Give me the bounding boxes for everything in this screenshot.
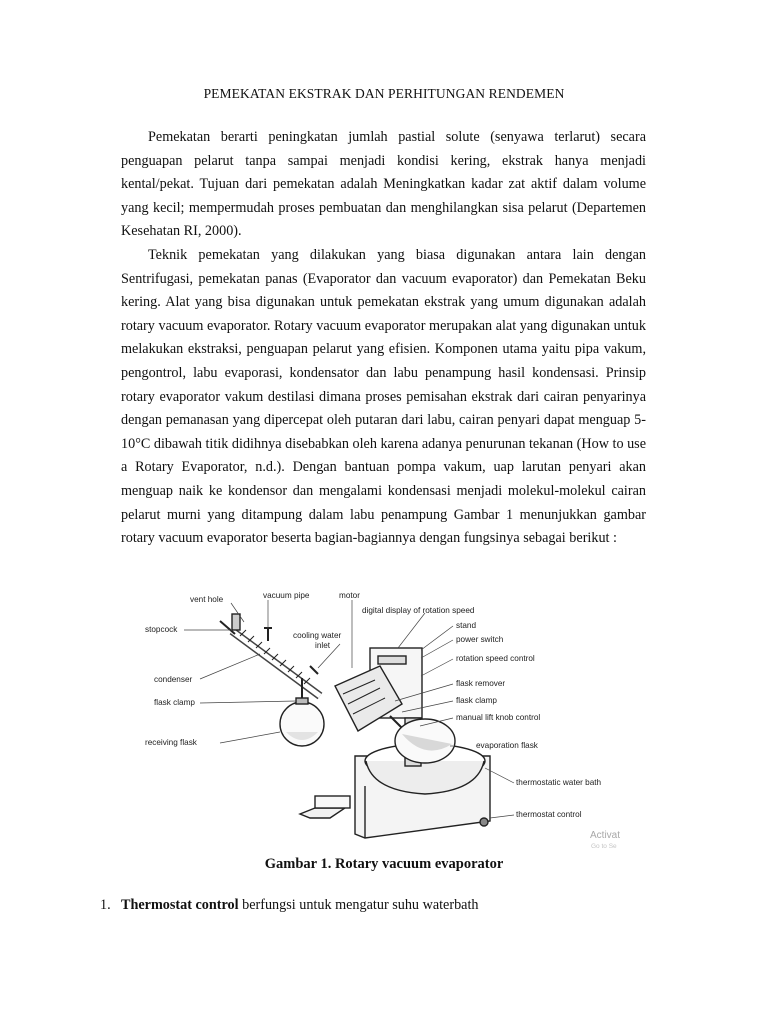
document-title: PEMEKATAN EKSTRAK DAN PERHITUNGAN RENDEMEN	[203, 86, 565, 101]
label-cooling-water-2: inlet	[315, 641, 331, 650]
label-stand: stand	[456, 621, 477, 630]
label-flask-remover: flask remover	[456, 679, 506, 688]
watermark-text: Activat	[590, 830, 621, 841]
label-evaporation-flask: evaporation flask	[476, 741, 538, 750]
list-item-number: 1.	[100, 897, 111, 913]
label-receiving-flask: receiving flask	[145, 738, 197, 747]
label-power-switch: power switch	[456, 635, 504, 644]
label-thermostatic-bath: thermostatic water bath	[516, 778, 602, 787]
paragraph-1: Pemekatan berarti peningkatan jumlah pastial solute (senyawa terlarut) secara penguapan pelarut tanpa sampai menjadi kondisi kering, ekstrak hanya menjadi kental/pekat. Tujuan dari pemekatan adalah Meningkatkan kadar zat aktif dalam volume yang kecil; mempermudah proses pembuatan dan menghilangkan sisa pelarut (Departemen Kesehatan RI, 2000).	[121, 129, 646, 240]
paragraph-2: Teknik pemekatan yang dilakukan yang biasa digunakan antara lain dengan Sentrifugasi, pemekatan panas (Evaporator dan vacuum evaporator) dan Pemekatan Beku kering. Alat yang bisa digunakan untuk pemekatan ekstrak yang umum digunakan adalah rotary vacuum evaporator. Rotary vacuum evaporator merupakan alat yang digunakan untuk melakukan ekstraksi, penguapan pelarut yang efisien. Komponen utama yaitu pipa vakum, pengontrol, labu evaporasi, kondensator dan labu penampung hasil kondensasi. Prinsip rotary evaporator vakum destilasi dimana proses pemisahan ekstrak dari cairan penyarinya dengan pemanasan yang dipercepat oleh putaran dari labu, cairan penyari dapat menguap 5-10°C dibawah titik didihnya disebabkan oleh karena adanya penurunan tekanan (How to use a Rotary Evaporator, n.d.). Dengan bantuan pompa vakum, uap larutan penyari akan menguap naik ke kondensor dan mengalami kondensasi menjadi molekul-molekul cairan pelarut murni yang ditampung dalam labu penampung Gambar 1 menunjukkan gambar rotary vacuum evaporator beserta bagian-bagiannya dengan fungsinya sebagai berikut :	[121, 246, 646, 547]
label-vent-hole: vent hole	[190, 595, 224, 604]
rotary-evaporator-figure	[140, 586, 630, 854]
label-motor: motor	[339, 591, 360, 600]
numbered-list	[100, 897, 479, 914]
list-item-term: Thermostat control	[121, 897, 239, 913]
watermark-subtext: Go to Se	[591, 843, 617, 850]
list-item	[100, 897, 479, 914]
body-text	[121, 126, 646, 551]
label-flask-clamp-left: flask clamp	[154, 698, 195, 707]
label-digital-display: digital display of rotation speed	[362, 606, 475, 615]
label-cooling-water-1: cooling water	[293, 631, 342, 640]
figure-caption: Gambar 1. Rotary vacuum evaporator	[264, 856, 504, 872]
label-thermostat-control: thermostat control	[516, 810, 582, 819]
label-stopcock: stopcock	[145, 625, 178, 634]
label-flask-clamp-right: flask clamp	[456, 696, 497, 705]
label-vacuum-pipe: vacuum pipe	[263, 591, 310, 600]
list-item-text: berfungsi untuk mengatur suhu waterbath	[238, 897, 479, 913]
label-condenser: condenser	[154, 675, 193, 684]
label-manual-lift: manual lift knob control	[456, 713, 541, 722]
rotary-evaporator-illustration	[140, 586, 630, 854]
label-rotation-speed: rotation speed control	[456, 654, 535, 663]
